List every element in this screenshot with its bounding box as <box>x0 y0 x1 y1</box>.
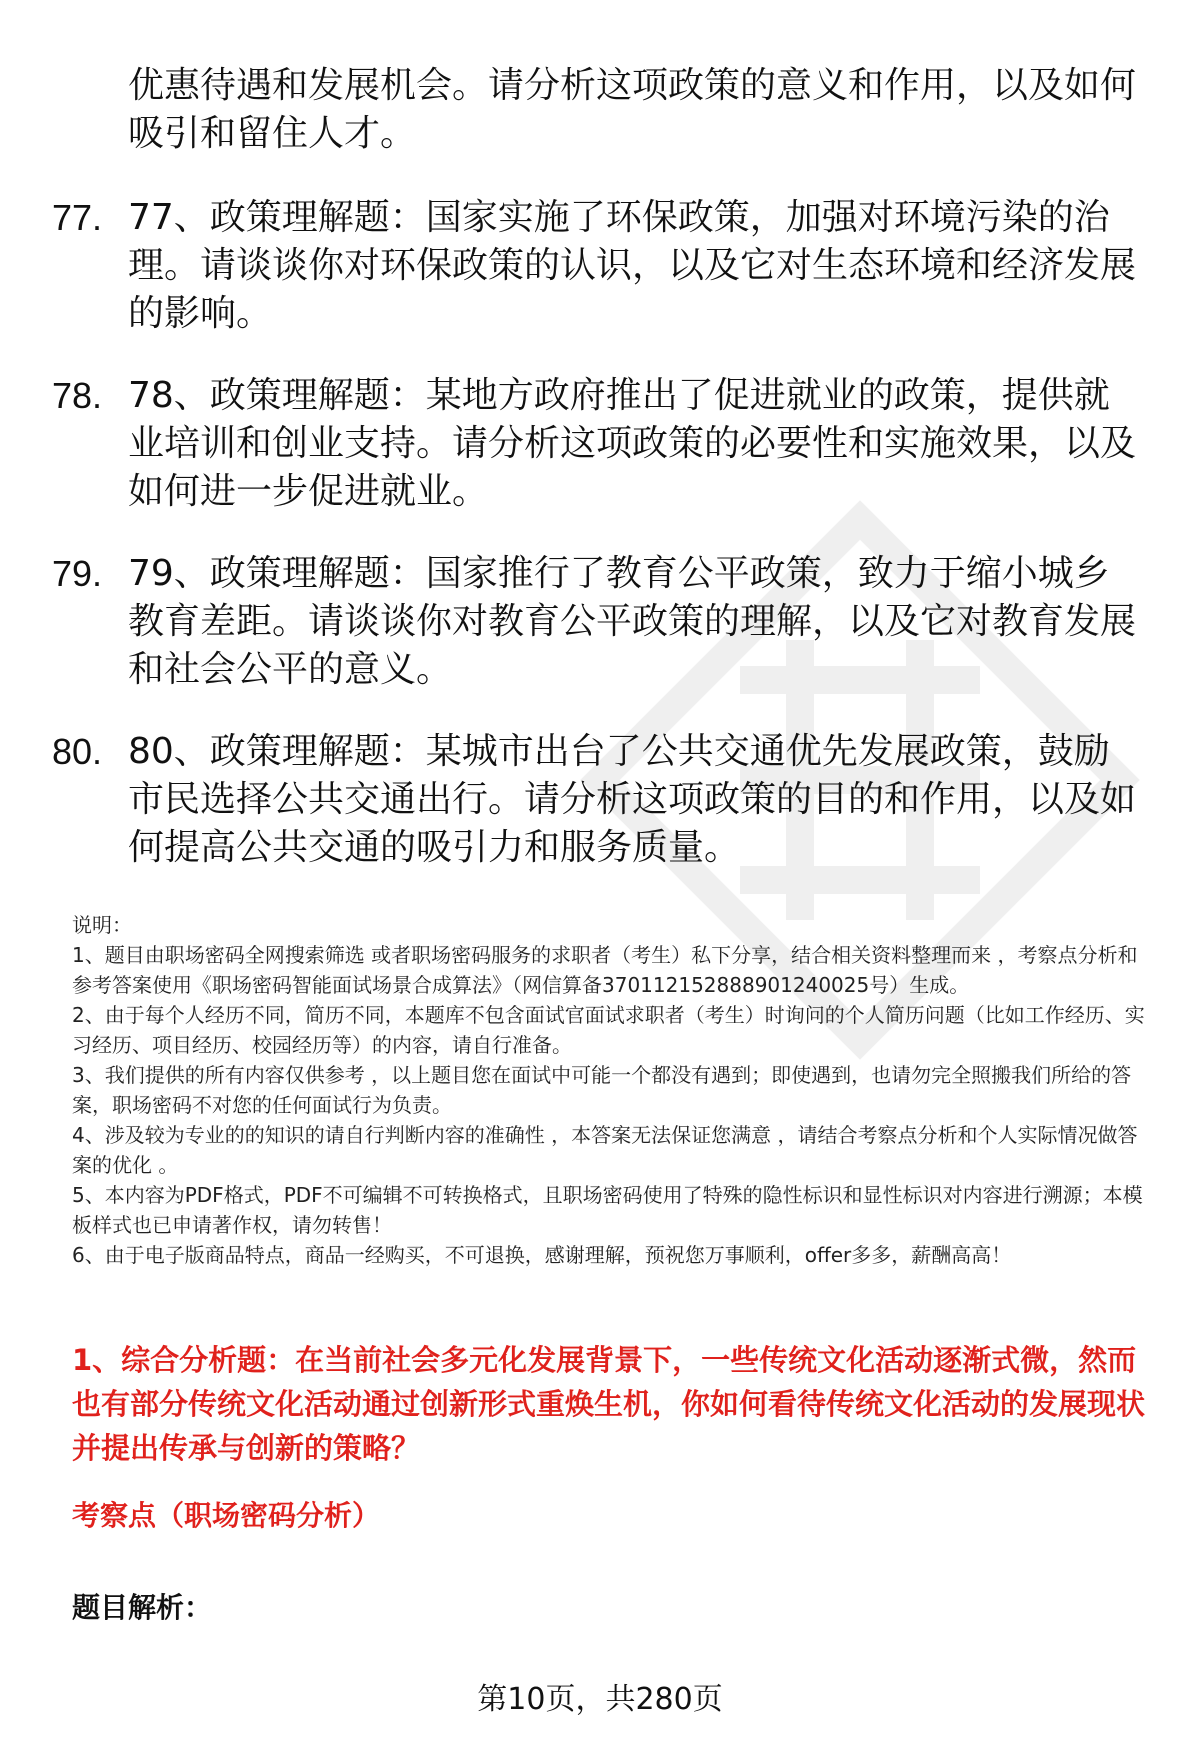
notes-heading: 说明： <box>72 913 132 937</box>
page-footer: 第10页，共280页 <box>477 1682 723 1717</box>
analysis-question-heading: 1、综合分析题：在当前社会多元化发展背景下，一些传统文化活动逐渐式微，然而也有部分传统文化活动通过创新形式重焕生机，你如何看待传统文化活动的发展现状并提出传承与创新的策略？ <box>72 1343 1146 1465</box>
note-item: 6、由于电子版商品特点，商品一经购买，不可退换，感谢理解，预祝您万事顺利，offer多多，薪酬高高！ <box>72 1243 1012 1267</box>
question-text: 80、政策理解题：某城市出台了公共交通优先发展政策，鼓励市民选择公共交通出行。请分析这项政策的目的和作用，以及如何提高公共交通的吸引力和服务质量。 <box>128 731 1137 868</box>
notes-section <box>72 910 1152 1270</box>
assessment-points-heading: 考察点（职场密码分析） <box>72 1499 381 1532</box>
question-number: 78. <box>52 375 103 416</box>
list-item <box>52 728 1152 872</box>
question-list <box>52 194 1152 906</box>
note-item: 1、题目由职场密码全网搜索筛选 或者职场密码服务的求职者（考生）私下分享，结合相关资料整理而来 ，考察点分析和参考答案使用《职场密码智能面试场景合成算法》（网信算备370112152888901240025号）生成。 <box>72 943 1138 997</box>
question-analysis-heading: 题目解析： <box>72 1591 213 1624</box>
question-number: 80. <box>52 731 103 772</box>
list-item <box>52 372 1152 516</box>
note-item: 5、本内容为PDF格式，PDF不可编辑不可转换格式，且职场密码使用了特殊的隐性标识和显性标识对内容进行溯源；本模板样式也已申请著作权，请勿转售！ <box>72 1183 1143 1237</box>
question-text: 78、政策理解题：某地方政府推出了促进就业的政策，提供就业培训和创业支持。请分析这项政策的必要性和实施效果，以及如何进一步促进就业。 <box>128 375 1137 512</box>
note-item: 3、我们提供的所有内容仅供参考 ，以上题目您在面试中可能一个都没有遇到；即使遇到，也请勿完全照搬我们所给的答案，职场密码不对您的任何面试行为负责。 <box>72 1063 1132 1117</box>
question-text: 79、政策理解题：国家推行了教育公平政策，致力于缩小城乡教育差距。请谈谈你对教育公平政策的理解，以及它对教育发展和社会公平的意义。 <box>128 553 1137 690</box>
question-number: 79. <box>52 553 103 594</box>
list-item <box>52 194 1152 338</box>
note-item: 4、涉及较为专业的的知识的请自行判断内容的准确性 ，本答案无法保证您满意 ，请结合考察点分析和个人实际情况做答案的优化 。 <box>72 1123 1138 1177</box>
note-item: 2、由于每个人经历不同，简历不同，本题库不包含面试官面试求职者（考生）时询问的个人简历问题（比如工作经历、实习经历、项目经历、校园经历等）的内容，请自行准备。 <box>72 1003 1145 1057</box>
question-text: 77、政策理解题：国家实施了环保政策，加强对环境污染的治理。请谈谈你对环保政策的认识，以及它对生态环境和经济发展的影响。 <box>128 197 1137 334</box>
list-item <box>52 550 1152 694</box>
question-number: 77. <box>52 197 103 238</box>
previous-question-continuation: 优惠待遇和发展机会。请分析这项政策的意义和作用，以及如何吸引和留住人才。 <box>128 65 1137 154</box>
